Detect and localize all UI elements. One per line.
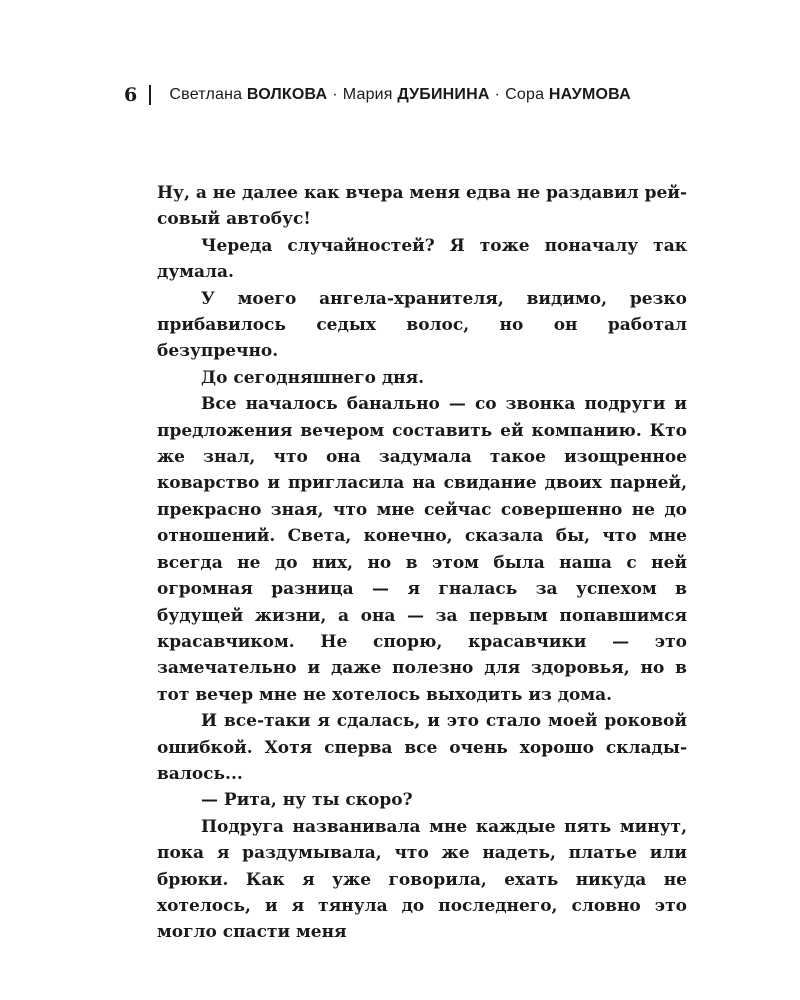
- dialogue-line: — Рита, ну ты скоро?: [201, 790, 413, 811]
- paragraph: Подруга названивала мне каждые пять минут, пока я раздумывала, что же надеть, платье или брюки. Как я уже говорила, ехать никуда не хотелось, и я тянула до последнего, словно это могло спасти меня: [157, 816, 687, 943]
- author-2-last-name: ДУБИНИНА: [397, 86, 490, 103]
- author-separator: ·: [332, 86, 338, 103]
- author-1: [169, 86, 327, 104]
- author-2: [343, 86, 490, 104]
- body-text: [157, 180, 687, 946]
- author-3: [505, 86, 631, 104]
- paragraph: До сегодняшнего дня.: [201, 367, 425, 388]
- paragraph: И все-таки я сдалась, и это стало моей роковой ошибкой. Хотя сперва все очень хорошо складывалось...: [157, 711, 687, 784]
- author-2-first-name: Мария: [342, 86, 393, 103]
- author-3-first-name: Сора: [505, 86, 545, 103]
- author-1-first-name: Светлана: [169, 86, 243, 103]
- header-divider: [149, 85, 151, 105]
- paragraph: Ну, а не далее как вчера меня едва не раздавил рейсовый автобус!: [157, 183, 687, 230]
- author-1-last-name: ВОЛКОВА: [246, 86, 328, 103]
- author-3-last-name: НАУМОВА: [548, 86, 631, 103]
- paragraph: Все началось банально — со звонка подруги и предложения вечером составить ей компанию. Кто же знал, что она задумала такое изощренное коварство и пригласила на свидание двоих парней, прекрасно зная, что мне сейчас совершенно не до отношений. Света, конечно, сказала бы, что мне всегда не до них, но в этом была наша с ней огромная разница — я гналась за успехом в будущей жизни, а она — за первым попавшимся красавчиком. Не спорю, красавчики — это замечательно и даже полезно для здоровья, но в тот вечер мне не хотелось выходить из дома.: [157, 394, 687, 705]
- running-header: [124, 84, 631, 106]
- page-number: 6: [124, 84, 138, 106]
- author-separator: ·: [494, 86, 501, 103]
- paragraph: Череда случайностей? Я тоже поначалу так думала.: [157, 235, 687, 283]
- paragraph: У моего ангела-хранителя, видимо, резко прибавилось седых волос, но он работал безупречно.: [157, 288, 687, 362]
